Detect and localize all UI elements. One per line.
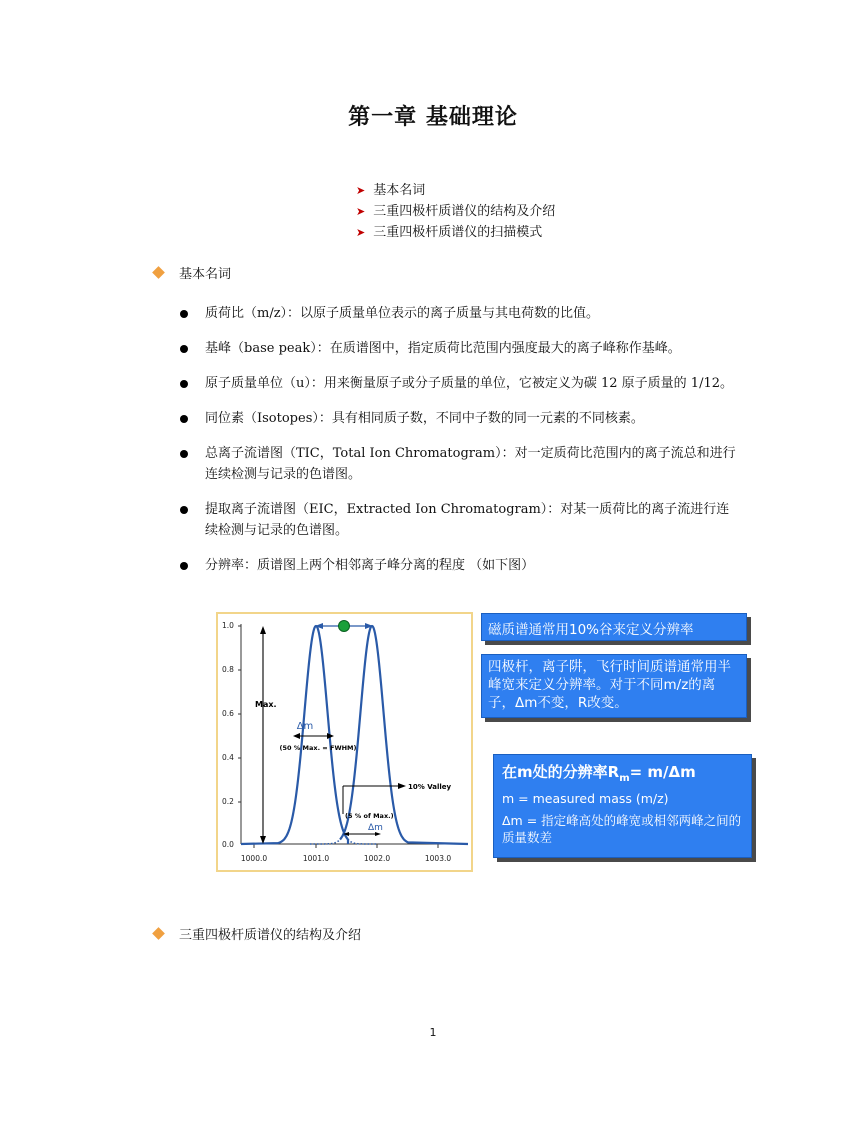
x-tick-label: 1003.0 [424,854,452,863]
arrow-bullet-icon: ➤ [356,205,366,218]
diamond-bullet-icon [152,927,165,940]
page-title: 第一章 基础理论 [348,105,518,130]
y-tick-label: 0.4 [222,753,234,762]
toc-item: ➤ 三重四极杆质谱仪的扫描模式 [356,225,543,240]
list-item: 质荷比（m/z）：以原子质量单位表示的离子质量与其电荷数的比值。 [180,303,740,324]
y-tick-label: 0.6 [222,709,234,718]
list-item: 分辨率：质谱图上两个相邻离子峰分离的程度 （如下图） [180,555,740,576]
x-tick-label: 1000.0 [240,854,268,863]
list-item: 总离子流谱图（TIC，Total Ion Chromatogram）：对一定质荷比范围内的离子流总和进行连续检测与记录的色谱图。 [180,443,740,485]
x-tick-label: 1002.0 [363,854,391,863]
list-item: 原子质量单位（u）：用来衡量原子或分子质量的单位，它被定义为碳 12 原子质量的 1/12。 [180,373,740,394]
toc-item: ➤ 基本名词 [356,183,426,198]
arrow-head-icon [260,626,266,634]
dot-bullet-icon [180,310,188,318]
dot-bullet-icon [180,506,188,514]
page-number: 1 [429,1026,437,1039]
table-of-contents [356,180,555,243]
resolution-diagram [218,614,471,870]
y-tick-label: 0.8 [222,665,234,674]
delta-m-label-bottom: Δm [368,823,383,833]
note-box-magnetic: 磁质谱通常用10%谷来定义分辨率 [481,613,747,641]
max-label: Max. [255,700,277,709]
x-tick-label: 1001.0 [302,854,330,863]
peak-separation-dot-icon [339,621,350,632]
y-tick-label: 0.2 [222,797,234,806]
x-tick-labels [241,854,451,863]
note-box-quadrupole: 四极杆，离子阱，飞行时间质谱通常用半峰宽来定义分辨率。对于不同m/z的离子，Δm不变，R改变。 [481,654,747,718]
section-heading-basic-terms: 基本名词 [154,263,231,282]
y-tick-label: 0.0 [222,840,234,849]
peak-tail-dotted-right [310,840,340,845]
dot-bullet-icon [180,450,188,458]
formula-title: 在m处的分辨率$R_m= m/\Delta m$ [502,763,696,784]
resolution-figure [216,612,473,872]
valley-label: 10% Valley [408,783,452,791]
definition-list [180,303,740,590]
arrow-bullet-icon: ➤ [356,226,366,239]
peak-curve-left [241,626,348,844]
dot-bullet-icon [180,345,188,353]
y-tick-labels [222,621,234,849]
arrow-head-icon [365,623,373,629]
toc-item: ➤ 三重四极杆质谱仪的结构及介绍 [356,204,556,219]
y-tick-label: 1.0 [222,621,234,630]
arrow-bullet-icon: ➤ [356,184,366,197]
diamond-bullet-icon [152,266,165,279]
five-percent-label: (5 % of Max.) [345,812,394,820]
section-heading-structure: 三重四极杆质谱仪的结构及介绍 [154,924,361,943]
list-item: 基峰（base peak）：在质谱图中，指定质荷比范围内强度最大的离子峰称作基峰。 [180,338,740,359]
dot-bullet-icon [180,380,188,388]
arrow-head-icon [315,623,323,629]
arrow-head-icon [398,783,406,789]
note-box-resolution-formula: 在m处的分辨率$R_m= m/\Delta m$ m = measured mass (m/z) Δm = 指定峰高处的峰宽或相邻两峰之间的质量数差 [493,754,752,858]
fwhm-label: (50 % Max. = FWHM) [279,744,357,752]
arrow-head-icon [293,733,300,739]
delta-m-label-top: Δm [296,721,314,732]
list-item: 同位素（Isotopes）：具有相同质子数，不同中子数的同一元素的不同核素。 [180,408,740,429]
dot-bullet-icon [180,415,188,423]
list-item: 提取离子流谱图（EIC，Extracted Ion Chromatogram）：对某一质荷比的离子流进行连续检测与记录的色谱图。 [180,499,740,541]
dot-bullet-icon [180,562,188,570]
